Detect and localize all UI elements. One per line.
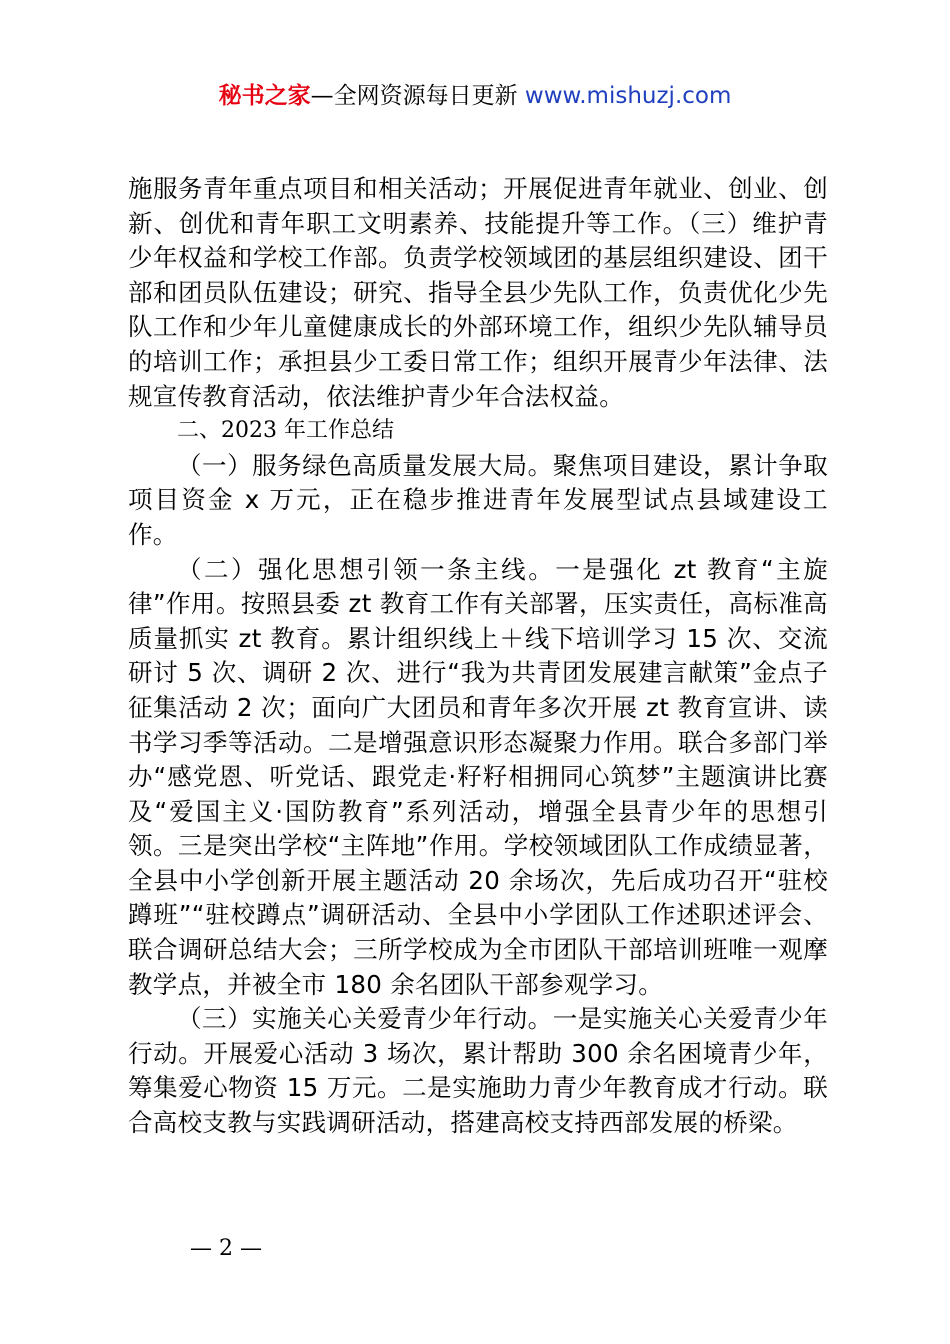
- document-body: [128, 172, 828, 1141]
- paragraph-item-1: （一）服务绿色高质量发展大局。聚焦项目建设，累计争取项目资金 x 万元，正在稳步推进青年发展型试点县域建设工作。: [128, 450, 828, 549]
- paragraph-item-2: （二）强化思想引领一条主线。一是强化 zt 教育“主旋律”作用。按照县委 zt 教育工作有关部署，压实责任，高标准高质量抓实 zt 教育。累计组织线上＋线下培训学习 15 次、交流研讨 5 次、调研 2 次、进行“我为共青团发展建言献策”金点子征集活动 2 次；面向广大团员和青年多次开展 zt 教育宣讲、读书学习季等活动。二是增强意识形态凝聚力作用。联合多部门举办“感党恩、听党话、跟党走·籽籽相拥同心筑梦”主题演讲比赛及“爱国主义·国防教育”系列活动，增强全县青少年的思想引领。三是突出学校“主阵地”作用。学校领域团队工作成绩显著，全县中小学创新开展主题活动 20 余场次，先后成功召开“驻校蹲班”“驻校蹲点”调研活动、全县中小学团队工作述职述评会、联合调研总结大会；三所学校成为全市团队干部培训班唯一观摩教学点，并被全市 180 余名团队干部参观学习。: [128, 554, 828, 999]
- paragraph-item-3: （三）实施关心关爱青少年行动。一是实施关心关爱青少年行动。开展爱心活动 3 场次，累计帮助 300 余名困境青少年，筹集爱心物资 15 万元。二是实施助力青少年教育成才行动。联合高校支教与实践调研活动，搭建高校支持西部发展的桥梁。: [128, 1004, 828, 1138]
- page-number: — 2 —: [190, 1236, 262, 1261]
- site-url-link[interactable]: www.mishuzj.com: [524, 83, 732, 109]
- section-heading: 二、2023 年工作总结: [177, 418, 394, 444]
- paragraph-continuation: 施服务青年重点项目和相关活动；开展促进青年就业、创业、创新、创优和青年职工文明素养、技能提升等工作。（三）维护青少年权益和学校工作部。负责学校领域团的基层组织建设、团干部和团员队伍建设；研究、指导全县少先队工作，负责优化少先队工作和少年儿童健康成长的外部环境工作，组织少先队辅导员的培训工作；承担县少工委日常工作；组织开展青少年法律、法规宣传教育活动，依法维护青少年合法权益。: [128, 174, 828, 411]
- banner-tagline: —全网资源每日更新: [310, 83, 525, 109]
- site-banner: [0, 80, 950, 112]
- brand-name: 秘书之家: [218, 83, 311, 109]
